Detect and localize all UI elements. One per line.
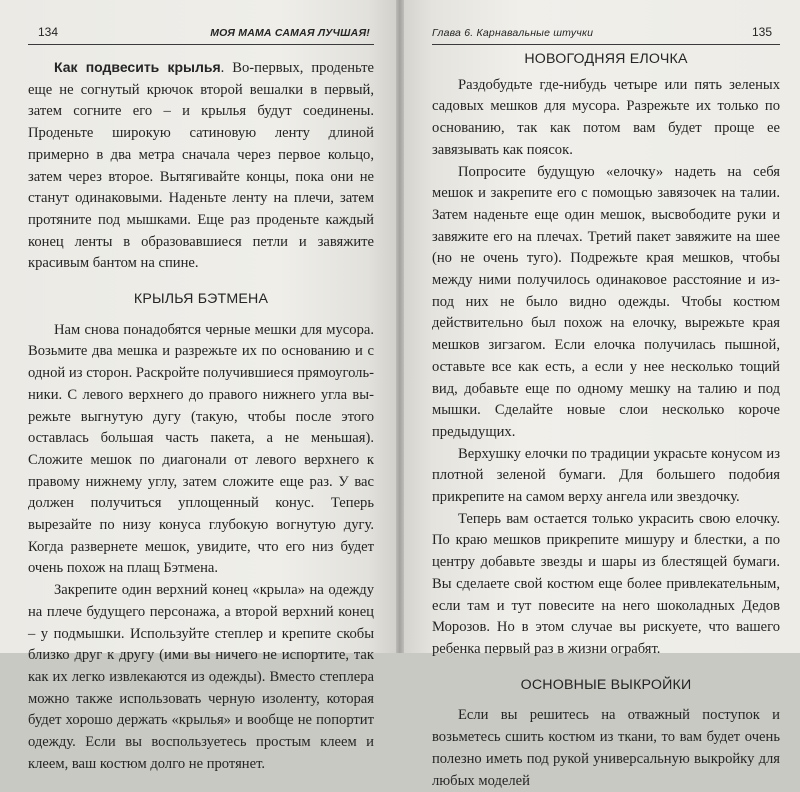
left-page	[0, 0, 400, 772]
paragraph: Нам снова понадобятся черные мешки для мусора. Возьмите два мешка и разрежьте их по основанию и с одной из сторон. Раскройте получившиеся прямоугольники. С левого верхнего до правого нижнего угла вырежьте выгнутую дугу (такую, чтобы после этого оставлась большая часть пакета, а не меньшая). Сложите мешок по диагонали от левого верхнего к правому нижнему углу, затем сложите еще раз. У вас должен получиться уплощенный конус. Теперь вырезайте по низу конуса глубокую вогнутую дугу. Когда развернете мешок, увидите, что его низ будет очень похож на плащ Бэтмена.	[28, 321, 374, 577]
right-page-number: 135	[751, 25, 772, 39]
book-gutter-shadow	[396, 0, 404, 653]
paragraph: Попросите будущую «елочку» надеть на себя мешок и закрепите его с помощью завязочек на талии. Затем наденьте еще один мешок, высвободите руки и завяжите его на плечах. Третий пакет завяжите на шее (но не очень туго). Подрежьте края мешков, чтобы между ними получилось одинаковое расстояние и из-под них не было видно одежды. Чтобы костюм действительно был похож на елочку, вырежьте края мешков зигзагом. Если елочка получилась пышной, оставьте все как есть, а если у нее несколько тощий вид, добавьте еще по одному мешку на талию и под мышки. Сделайте новые слои несколько короче предыдущих.	[432, 163, 780, 440]
paragraph: Теперь вам остается только украсить свою елочку. По краю мешков прикрепите мишуру и блестки, а по центру добавьте звезды и шары из блестящей бумаги. Вы сделаете свой костюм еще более привлекательным, если там и тут повесите на него шоколадных Дедов Морозов. Но в этом случае вы рискуете, что вашего ребенка первый раз в жизни ограбят.	[432, 510, 780, 657]
left-page-number: 134	[38, 25, 59, 39]
section-heading-new-year-tree: НОВОГОДНЯЯ ЕЛОЧКА	[524, 51, 688, 67]
intro-paragraph	[28, 57, 374, 275]
intro-text: . Во-первых, проденьте еще не согнутый крючок второй вешалки в первый, затем согните его – и крылья будут соединены. Проденьте широкую сатиновую ленту длиной примерно в два метра сначала через первое кольцо, затем через второе. Вытягивайте концы, пока они не станут одинаковыми. Наденьте ленту на плечи, затем протяните под мышками. Еще раз проденьте каждый конец ленты в образовавшиеся петли и завяжите красивым бантом на спине.	[28, 60, 374, 272]
paragraph: Закрепите один верхний конец «крыла» на одежду на плече будущего персонажа, а второй верхний конец – у подмышки. Используйте степлер и крепите скобы близко друг к другу (ими вы ничего не испортите, так как их легко извлекаются из одежды). Вместо степлера можно также использовать черную изоленту, которая будет хорошо держать «крылья» и вообще не попортит одежду. Если вы воспользуетесь простым клеем и клеем, ваш костюм долго не протянет.	[28, 582, 374, 772]
left-running-head	[28, 20, 374, 45]
paragraph: Раздобудьте где-нибудь четыре или пять зеленых садовых мешков для мусора. Разрежьте их только по основанию, так как потом вам будет проще ее завязывать как поясок.	[432, 76, 780, 158]
right-running-title: Глава 6. Карнавальные штучки	[432, 27, 594, 39]
right-running-head	[432, 20, 780, 45]
paragraph: Верхушку елочки по традиции украсьте конусом из плотной зеленой бумаги. Для большего подобия прикрепите на самом верху ангела или звездочку.	[432, 445, 780, 506]
right-body-text	[432, 49, 780, 792]
runin-heading: Как подвесить крылья	[54, 59, 221, 75]
left-body-text	[28, 57, 374, 776]
section-heading-batman-wings: КРЫЛЬЯ БЭТМЕНА	[133, 291, 269, 308]
left-running-title: МОЯ МАМА САМАЯ ЛУЧШАЯ!	[210, 27, 370, 39]
right-page	[400, 0, 800, 789]
paragraph: Если вы решитесь на отважный поступок и возьметесь сшить костюм из ткани, то вам будет очень полезно иметь под рукой универсальную выкройку для любых моделей	[432, 707, 780, 789]
section-heading-basic-patterns: ОСНОВНЫЕ ВЫКРОЙКИ	[520, 676, 692, 693]
